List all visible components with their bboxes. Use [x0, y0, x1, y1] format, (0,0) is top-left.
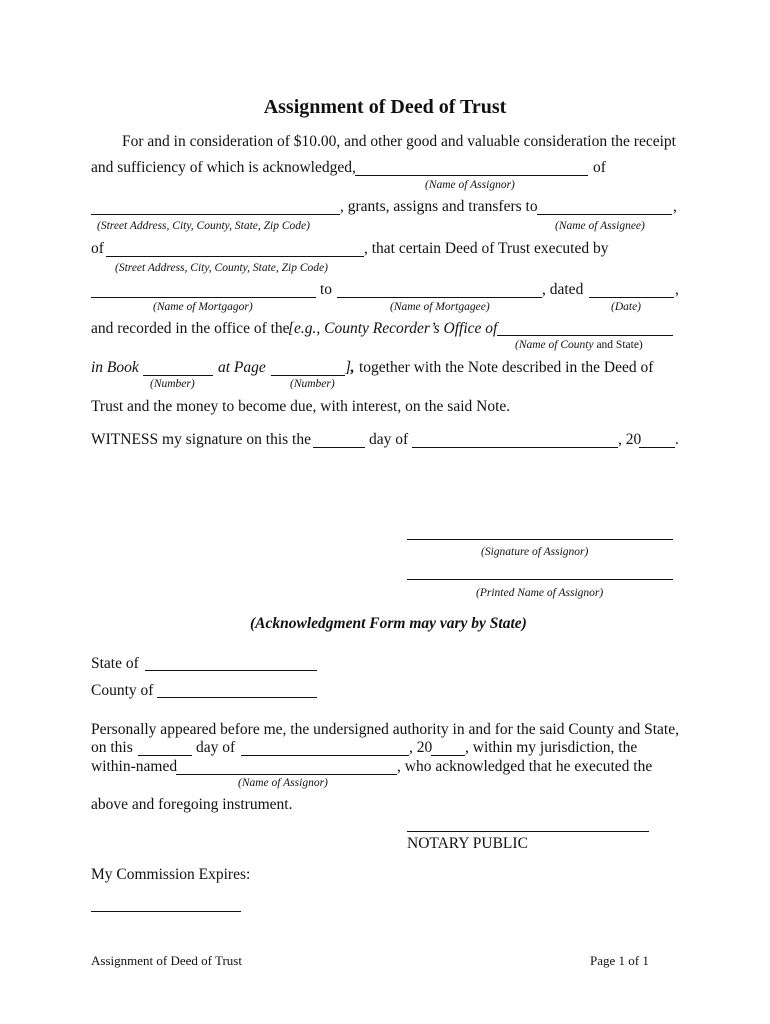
mortgagee-name-blank[interactable] — [337, 297, 542, 298]
witness-year-blank[interactable] — [639, 447, 675, 448]
caption-name-of-assignor: (Name of Assignor) — [425, 179, 515, 191]
bold-comma: , — [350, 359, 354, 376]
at-page-text: at Page — [218, 359, 266, 376]
witness-text: WITNESS my signature on this the — [91, 431, 311, 448]
witness-month-blank[interactable] — [412, 447, 618, 448]
commission-expires-label: My Commission Expires: — [91, 866, 251, 883]
caption-printed-name-of-assignor: (Printed Name of Assignor) — [476, 587, 604, 599]
footer-page-number: Page 1 of 1 — [590, 953, 649, 968]
printed-name-line[interactable] — [407, 579, 673, 580]
within-named-blank[interactable] — [176, 774, 397, 775]
caption-name-of-mortgagee: (Name of Mortgagee) — [390, 301, 490, 313]
notary-line-1: Personally appeared before me, the undersigned authority in and for the said County and State, — [91, 721, 679, 738]
notary-signature-line[interactable] — [407, 831, 649, 832]
of-text-2: of — [91, 240, 104, 257]
within-named-text: within-named — [91, 758, 178, 775]
caption-county-italic: (Name of County — [515, 339, 594, 351]
book-number-blank[interactable] — [143, 375, 213, 376]
recorder-office-text: [e.g., County Recorder’s Office of — [288, 320, 498, 337]
county-of-label: County of — [91, 682, 154, 699]
caption-date: (Date) — [611, 301, 642, 313]
notary-year-prefix: , 20 — [409, 739, 433, 756]
grants-text: , grants, assigns and transfers to — [340, 198, 538, 215]
comma-text-2: , — [675, 281, 679, 298]
caption-signature-of-assignor: (Signature of Assignor) — [481, 546, 589, 558]
in-book-text: in Book — [91, 359, 139, 376]
state-blank[interactable] — [145, 670, 317, 671]
trust-money-text: Trust and the money to become due, with interest, on the said Note. — [91, 398, 511, 415]
consideration-line-2: and sufficiency of which is acknowledged, — [91, 159, 356, 176]
consideration-line-1: For and in consideration of $10.00, and other good and valuable consideration the receipt — [122, 133, 676, 150]
witness-day-blank[interactable] — [313, 447, 365, 448]
caption-name-of-mortgagor: (Name of Mortgagor) — [153, 301, 253, 313]
notary-day-blank[interactable] — [138, 755, 192, 756]
assignor-name-blank[interactable] — [355, 175, 588, 176]
note-described-text: together with the Note described in the Deed of — [359, 359, 654, 376]
county-blank[interactable] — [157, 697, 317, 698]
caption-county-state: and State) — [596, 339, 643, 351]
caption-street-address-2: (Street Address, City, County, State, Zip Code) — [115, 262, 328, 274]
date-blank[interactable] — [589, 297, 674, 298]
document-title: Assignment of Deed of Trust — [263, 96, 507, 118]
notary-on-this: on this — [91, 739, 133, 756]
assignee-name-blank[interactable] — [537, 214, 672, 215]
footer-title: Assignment of Deed of Trust — [91, 953, 242, 968]
signature-line[interactable] — [407, 539, 673, 540]
recorded-text: and recorded in the office of the — [91, 320, 290, 337]
acknowledged-text: , who acknowledged that he executed the — [397, 758, 653, 775]
foregoing-instrument-text: above and foregoing instrument. — [91, 796, 293, 813]
caption-name-of-county — [515, 338, 643, 352]
assignor-address-blank[interactable] — [91, 214, 340, 215]
state-of-label: State of — [91, 655, 139, 672]
deed-executed-text: , that certain Deed of Trust executed by — [364, 240, 609, 257]
notary-public-label: NOTARY PUBLIC — [407, 835, 528, 852]
notary-jurisdiction-text: , within my jurisdiction, the — [465, 739, 638, 756]
witness-day-of: day of — [369, 431, 409, 448]
to-text: to — [320, 281, 333, 298]
witness-year-prefix: , 20 — [618, 431, 642, 448]
bracket-close: ] — [345, 359, 352, 376]
witness-period: . — [675, 431, 679, 448]
of-text: of — [593, 159, 606, 176]
caption-number-2: (Number) — [290, 378, 335, 390]
notary-day-of: day of — [196, 739, 236, 756]
mortgagor-name-blank[interactable] — [91, 297, 316, 298]
county-name-blank[interactable] — [497, 335, 673, 336]
page-number-blank[interactable] — [271, 375, 345, 376]
caption-name-of-assignee: (Name of Assignee) — [555, 220, 645, 232]
caption-name-of-assignor-2: (Name of Assignor) — [238, 777, 328, 789]
comma-text: , — [673, 198, 677, 215]
notary-year-blank[interactable] — [431, 755, 465, 756]
acknowledgment-heading: (Acknowledgment Form may vary by State) — [250, 615, 527, 632]
dated-text: , dated — [542, 281, 584, 298]
commission-expires-blank[interactable] — [91, 911, 241, 912]
notary-month-blank[interactable] — [241, 755, 409, 756]
caption-street-address-1: (Street Address, City, County, State, Zip Code) — [97, 220, 310, 232]
assignee-address-blank[interactable] — [106, 256, 364, 257]
caption-number-1: (Number) — [150, 378, 195, 390]
